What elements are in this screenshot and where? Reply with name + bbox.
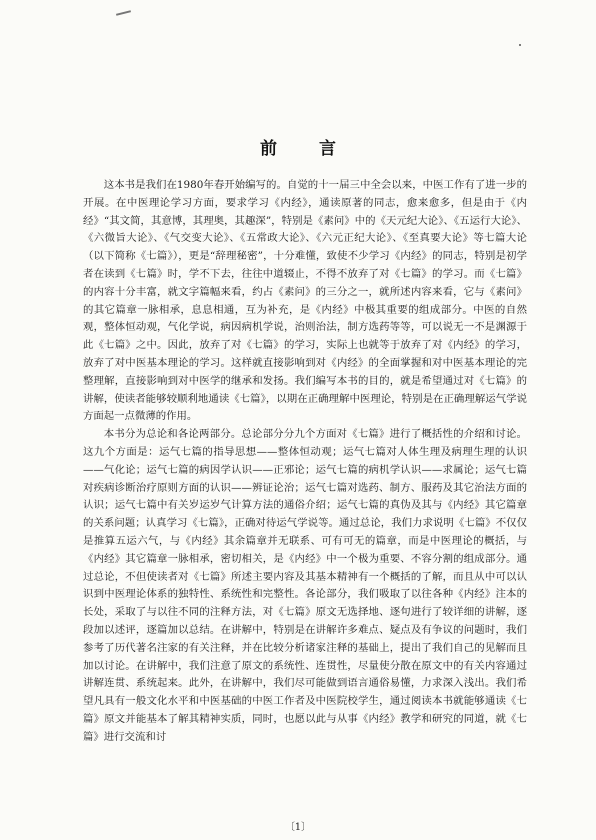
paragraph-1: 这本书是我们在1980年春开始编写的。自觉的十一届三中全会以来，中医工作有了进一步的开展。在中医理论学习方面，要求学习《内经》，通读原著的同志，愈来愈多，但是由于《内经》“其文简，其意博，其理奥，其趣深”，特别是《素问》中的《天元纪大论》、《五运行大论》、《六微旨大论》、《气交变大论》、《五常政大论》、《六元正纪大论》、《至真要大论》等七篇大论（以下简称《七篇》），更是“辞理秘密”，十分难懂，致使不少学习《内经》的同志，特别是初学者在读到《七篇》时，学不下去，往往中道辍止，不得不放弃了对《七篇》的学习。而《七篇》的内容十分丰富，就文字篇幅来看，约占《素问》的三分之一，就所述内容来看，它与《素问》的其它篇章一脉相承，息息相通，互为补充，是《内经》中极其重要的组成部分。中医的自然观，整体恒动观，气化学说，病因病机学说，治则治法，制方选药等等，可以说无一不是渊源于此《七篇》之中。因此，放弃了对《七篇》的学习，实际上也就等于放弃了对《内经》的学习，放弃了对中医基本理论的学习。这样就直接影响到对《内经》的全面掌握和对中医基本理论的完整理解，直接影响到对中医学的继承和发扬。我们编写本书的目的，就是希望通过对《七篇》的讲解，使读者能够较顺利地通读《七篇》，以期在正确理解中医理论，特别是在正确理解运气学说方面起一点微薄的作用。 [83, 179, 527, 423]
speck-mark [519, 44, 521, 46]
page-title: 前 言 [260, 139, 354, 159]
paragraph-2: 本书分为总论和各论两部分。总论部分分九个方面对《七篇》进行了概括性的介绍和讨论。这九个方面是：运气七篇的指导思想——整体恒动观；运气七篇对人体生理及病理生理的认识——气化论；运气七篇的病因学认识——正邪论；运气七篇的病机学认识——求属论；运气七篇对疾病诊断治疗原则方面的认识——辨证论治；运气七篇对选药、制方、服药及其它治法方面的认识；运气七篇中有关岁运岁气计算方法的通俗介绍；运气七篇的真伪及其与《内经》其它篇章的关系问题；认真学习《七篇》，正确对待运气学说等。通过总论，我们力求说明《七篇》不仅仅是推算五运六气，与《内经》其余篇章并无联系、可有可无的篇章，而是中医理论的概括，与《内经》其它篇章一脉相承，密切相关，是《内经》中一个极为重要、不容分割的组成部分。通过总论，不但使读者对《七篇》所述主要内容及其基本精神有一个概括的了解，而且从中可以认识到中医理论体系的独特性、系统性和完整性。各论部分，我们吸取了以往各种《内经》注本的长处，采取了与以往不同的注释方法，对《七篇》原文无选择地、逐句进行了较详细的讲解，逐段加以述评，逐篇加以总结。在讲解中，特别是在讲解许多难点、疑点及有争议的问题时，我们参考了历代著名注家的有关注释，并在比较分析诸家注释的基础上，提出了我们自己的见解而且加以讨论。在讲解中，我们注意了原文的系统性、连贯性，尽量使分散在原文中的有关内容通过讲解连贯、系统起来。此外，在讲解中，我们尽可能做到语言通俗易懂，力求深入浅出。我们希望凡具有一般文化水平和中医基础的中医工作者及中医院校学生，通过阅读本书就能够通读《七篇》原文并能基本了解其精神实质，同时，也愿以此与从事《内经》教学和研究的同道，就《七篇》进行交流和讨 [83, 428, 527, 743]
body-text [83, 177, 527, 747]
pen-mark [116, 10, 131, 16]
page-number: 〔1〕 [284, 822, 312, 833]
